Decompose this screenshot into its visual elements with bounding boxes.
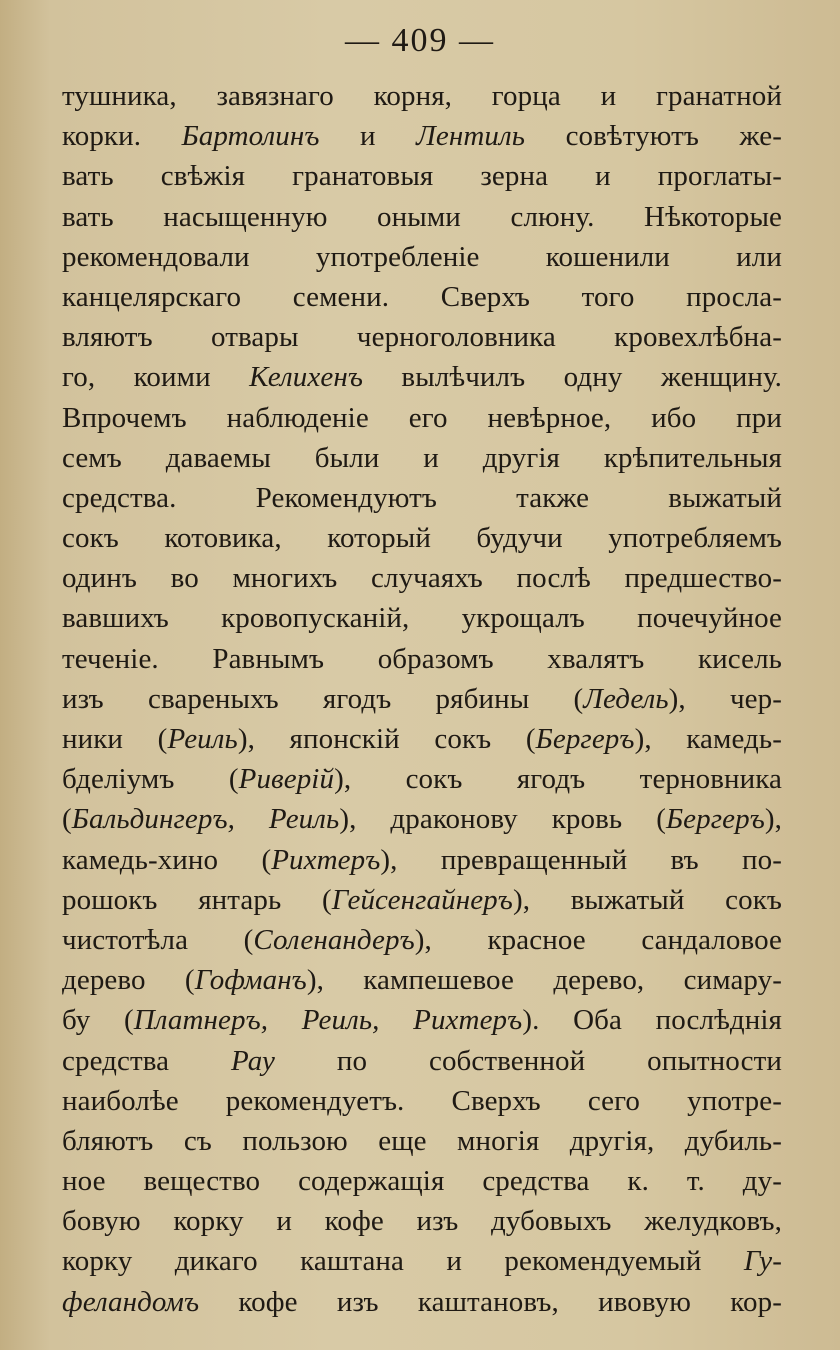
text-run: ( — [62, 803, 72, 836]
text-run: ники ( — [62, 723, 168, 755]
text-line — [62, 759, 782, 799]
italic-name: Гофманъ — [194, 964, 307, 997]
italic-name: Платнеръ, Реиль, Рихтеръ — [133, 1004, 523, 1037]
text-run: ), драконову кровь ( — [339, 803, 666, 836]
text-run: ), чер- — [668, 682, 782, 715]
text-run: по собственной опытности — [274, 1044, 782, 1077]
text-run: тушника, завязнаго корня, горца и гранатной — [62, 80, 782, 112]
text-line — [62, 639, 782, 679]
text-line — [62, 398, 782, 438]
italic-name: феландомъ — [62, 1285, 200, 1318]
body-text — [62, 76, 782, 1322]
text-line — [62, 116, 782, 156]
text-run: вылѣчилъ одну женщину. — [362, 361, 783, 394]
text-run: бляютъ съ пользою еще многія другія, дубиль- — [62, 1124, 782, 1157]
text-line — [62, 357, 782, 397]
text-run: изъ свареныхъ ягодъ рябины ( — [62, 682, 584, 715]
text-line — [62, 558, 782, 598]
text-run: одинъ во многихъ случаяхъ послѣ предшество- — [62, 562, 782, 595]
text-line — [62, 880, 782, 920]
text-run: чистотѣла ( — [62, 923, 254, 956]
text-line — [62, 237, 782, 277]
text-run: и — [319, 120, 417, 153]
italic-name: Рихтеръ — [271, 843, 381, 876]
italic-name: Соленандеръ — [253, 923, 415, 956]
text-line — [62, 960, 782, 1000]
text-run: ное вещество содержащія средства к. т. ду- — [62, 1165, 782, 1198]
text-run: средства. Рекомендуютъ также выжатый — [62, 481, 782, 514]
text-run: ), японскій сокъ ( — [237, 723, 536, 755]
italic-name: Гу- — [743, 1245, 782, 1278]
text-run: ), выжатый сокъ — [512, 883, 782, 916]
text-run: ), — [764, 803, 782, 836]
text-line — [62, 679, 782, 719]
text-run: рошокъ янтарь ( — [62, 883, 332, 916]
text-run: го, коими — [62, 361, 250, 394]
text-line — [62, 1000, 782, 1040]
italic-name: Ледель — [583, 682, 669, 715]
text-line — [62, 76, 782, 116]
italic-name: Лентиль — [416, 120, 526, 153]
italic-name: Гейсенгайнеръ — [331, 883, 513, 916]
text-run: корку дикаго каштана и рекомендуемый — [62, 1245, 744, 1278]
italic-name: Бергеръ — [535, 723, 635, 755]
text-line — [62, 317, 782, 357]
text-run: семъ даваемы были и другія крѣпительныя — [62, 441, 782, 474]
text-line — [62, 1241, 782, 1281]
text-line — [62, 438, 782, 478]
text-run: рекомендовали употребленіе кошенили или — [62, 240, 782, 273]
text-run: ), сокъ ягодъ терновника — [334, 763, 782, 796]
text-run: канцелярскаго семени. Сверхъ того просла- — [62, 280, 782, 313]
text-line — [62, 1121, 782, 1161]
text-run: бделіумъ ( — [62, 763, 239, 796]
text-line — [62, 840, 782, 880]
text-line — [62, 156, 782, 196]
italic-name: Келихенъ — [249, 361, 363, 394]
text-line — [62, 277, 782, 317]
text-line — [62, 478, 782, 518]
text-run: наиболѣе рекомендуетъ. Сверхъ сего употре- — [62, 1084, 782, 1117]
text-run: вать свѣжія гранатовыя зерна и проглаты- — [62, 160, 782, 193]
text-run: дерево ( — [62, 964, 195, 997]
italic-name: Бергеръ — [665, 803, 765, 836]
italic-name: Рау — [231, 1044, 275, 1077]
text-run: вляютъ отвары черноголовника кровехлѣбна- — [62, 321, 782, 354]
text-run: корки. — [62, 120, 182, 153]
text-run: бу ( — [62, 1004, 134, 1037]
text-line — [62, 1041, 782, 1081]
text-run: камедь-хино ( — [62, 843, 272, 876]
text-run: ), превращенный въ по- — [380, 843, 783, 876]
text-run: средства — [62, 1044, 232, 1077]
text-run: Впрочемъ наблюденіе его невѣрное, ибо при — [62, 401, 782, 434]
text-run: ), камедь- — [634, 723, 782, 755]
text-run: ), красное сандаловое — [414, 923, 783, 956]
text-line — [62, 1282, 782, 1322]
italic-name: Бальдингеръ, Реиль — [71, 803, 340, 836]
page-number: — 409 — — [345, 22, 495, 59]
text-line — [62, 1161, 782, 1201]
text-run: бовую корку и кофе изъ дубовыхъ желудковъ, — [62, 1205, 782, 1238]
text-run: ), кампешевое дерево, симару- — [306, 964, 782, 997]
text-line — [62, 799, 782, 839]
text-line — [62, 719, 782, 759]
text-run: теченіе. Равнымъ образомъ хвалятъ кисель — [62, 642, 782, 675]
italic-name: Риверій — [238, 763, 335, 796]
text-run: вавшихъ кровопусканій, укрощалъ почечуйное — [62, 602, 782, 635]
text-run: совѣтуютъ же- — [525, 120, 783, 153]
text-run: сокъ котовика, который будучи употребляемъ — [62, 522, 782, 555]
text-run: ). Оба послѣднія — [522, 1004, 782, 1037]
italic-name: Реиль — [167, 723, 238, 755]
italic-name: Бартолинъ — [181, 120, 320, 153]
text-line — [62, 1081, 782, 1121]
text-line — [62, 197, 782, 237]
text-line — [62, 1201, 782, 1241]
text-run: кофе изъ каштановъ, ивовую кор- — [199, 1285, 782, 1318]
text-line — [62, 598, 782, 638]
text-line — [62, 920, 782, 960]
text-run: вать насыщенную оными слюну. Нѣкоторые — [62, 200, 782, 233]
text-line — [62, 518, 782, 558]
